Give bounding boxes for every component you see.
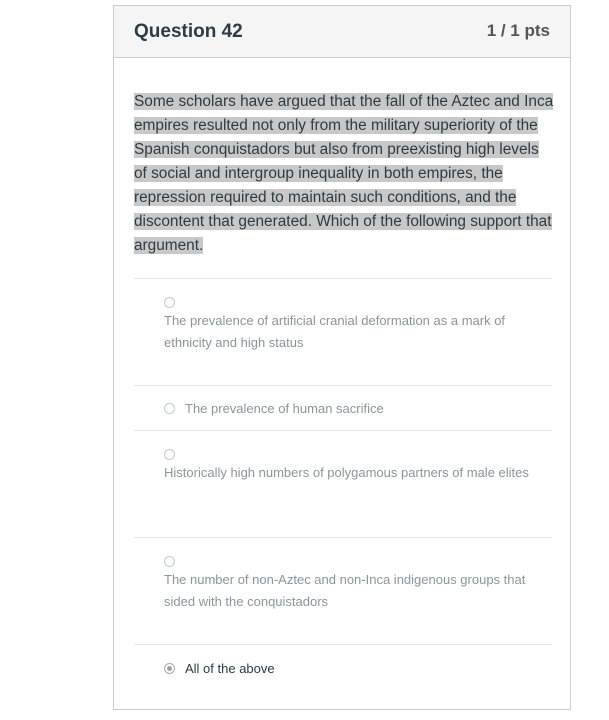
- answer-list: [134, 278, 552, 694]
- radio-button[interactable]: [164, 449, 175, 460]
- radio-button[interactable]: [164, 403, 175, 414]
- answer-label: The prevalence of human sacrifice: [185, 401, 384, 416]
- radio-button[interactable]: [164, 297, 175, 308]
- question-text-highlighted: Some scholars have argued that the fall of the Aztec and Inca empires resulted not only from the military superiority of the Spanish conquistadors but also from preexisting high levels of social and intergroup inequality in both empires, the repression required to maintain such conditions, and the discontent that generated. Which of the following support that argument.: [134, 93, 554, 254]
- answer-option[interactable]: [134, 385, 552, 430]
- answer-label: The number of non-Aztec and non-Inca indigenous groups that sided with the conquistadors: [164, 572, 526, 609]
- answer-label: The prevalence of artificial cranial deformation as a mark of ethnicity and high status: [164, 313, 506, 350]
- answer-label: All of the above: [185, 661, 275, 676]
- question-title: Question 42: [134, 21, 243, 42]
- answer-option-selected[interactable]: [134, 644, 552, 694]
- question-card: [113, 5, 571, 710]
- answer-option[interactable]: [134, 430, 552, 537]
- answer-option[interactable]: [134, 278, 552, 385]
- question-points: 1 / 1 pts: [486, 21, 550, 40]
- answer-option[interactable]: [134, 537, 552, 644]
- question-header: [114, 6, 570, 58]
- radio-button[interactable]: [164, 556, 175, 567]
- question-text: [134, 90, 554, 258]
- radio-button-selected[interactable]: [164, 663, 175, 674]
- answer-label: Historically high numbers of polygamous partners of male elites: [164, 465, 529, 480]
